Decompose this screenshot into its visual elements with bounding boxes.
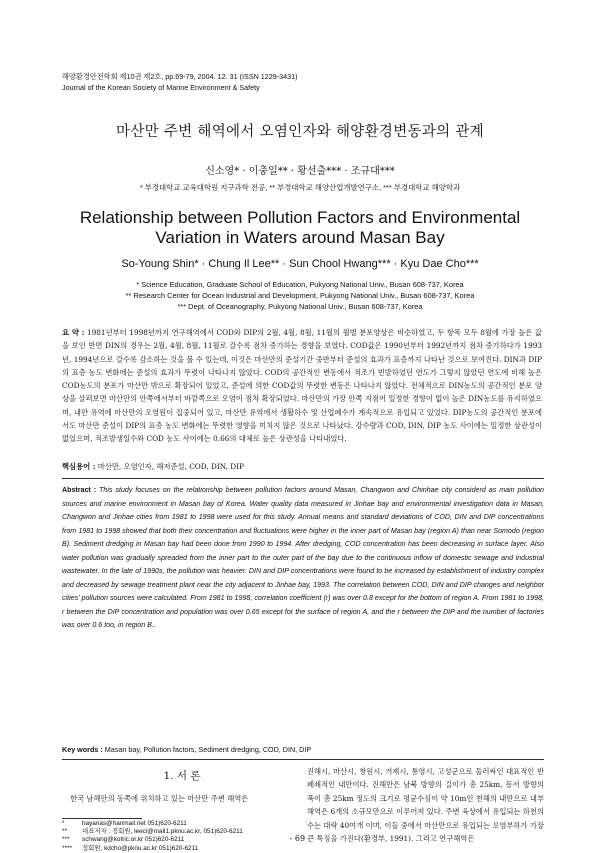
footnote-text: 대표저자 : 정회원, leeci@mail1.pknu.ac.kr, 051)620-6211 [82, 828, 243, 836]
korean-title: 마산만 주변 해역에서 오염인자와 해양환경변동과의 관계 [116, 124, 484, 140]
footnote-mark: ** [62, 828, 67, 836]
english-title-line-2: Variation in Waters around Masan Bay [155, 228, 445, 247]
korean-abstract-label: 요 약 : [62, 328, 85, 337]
korean-keywords [62, 462, 542, 472]
footnote [62, 845, 302, 853]
english-abstract-label: Abstract : [62, 486, 97, 494]
divider [62, 478, 544, 479]
korean-keywords-text: 마산만, 오염인자, 해저준설, COD, DIN, DIP [97, 462, 244, 471]
section-heading: 1. 서 론 [163, 770, 201, 782]
footnote-mark: * [62, 820, 65, 827]
footnote [62, 820, 302, 828]
intro-left-column: 한국 남해안의 동쪽에 위치하고 있는 마산만 주변 해역은 [70, 794, 249, 803]
english-title-line-1: Relationship between Pollution Factors and Environmental [79, 208, 521, 227]
english-affiliations [0, 279, 600, 313]
affiliation-line: ** Research Center for Ocean Industrial and Development, Pukyong National Univ., Busan 608-737, Korea [125, 291, 475, 301]
journal-header [62, 71, 298, 93]
footnote-mark: *** [62, 836, 70, 844]
divider [62, 759, 544, 760]
korean-abstract-text: 1981년부터 1998년까지 연구해역에서 COD와 DIP의 2월, 4월, 8월, 11월의 월별 분포양상은 비슷하였고, 두 항목 모두 8월에 가장 높은 값을 보인 반면 DIN의 경우는 2월, 4월, 8월, 11월로 갈수록 점차 증가하는 경향을 보였다. COD값은 1990년부터 1992년까지 점차 증가하다가 1993년, 1994년으로 갈수록 감소하는 것을 볼 수 있는데, 이것은 마산만의 준설기간 중반부터 준설의 효과가 표층까지 나타난 것으로 보여진다. DIN과 DIP의 표층 농도 변화에는 준설의 효과가 뚜렷이 나타나지 않았다. COD의 공간적인 변동에서 적조가 빈발하였던 연도가 그렇지 않았던 연도에 비해 높은 COD농도의 분포가 마산만 밖으로 확장되어 있었고, 준설에 의한 COD값의 뚜렷한 변동은 나타나지 않았다. 전체적으로 DIN농도의 공간적인 분포 양상을 살펴보면 마산만의 안쪽에서부터 바깥쪽으로 오염이 점차 확장되었다. 마산만의 가장 안쪽 지점이 일정한 경향이 없이 높은 DIN농도를 유지하였으며, 내만 유역에 마산만의 오염원이 집중되어 있고, 마산만 유역에서 생활하수 및 산업폐수가 계속적으로 유입되고 있었다. DIP농도의 공간적인 분포에서도 마산만 준설이 DIP의 표층 농도 변화에는 뚜렷한 영향을 미치지 않은 것으로 나타났다. 강수량과 COD, DIN, DIP 농도 사이에는 일정한 상관성이 없었으며, 적조발생일수와 COD 농도 사이에는 0.66의 대체로 높은 상관성을 나타내었다. [62, 328, 542, 444]
page-number: - 69 - [289, 834, 311, 843]
intro-right-column: 진해시, 마산시, 창원시, 거제시, 통영시, 고성군으로 둘러싸인 대표적인 반폐쇄적인 내만이다. 진해만은 남북 방향의 길이가 총 25km, 동서 방향의 폭이 총 25km 정도의 크기로 평균수심이 약 10m인 천해의 내만으로 내부해역은 6개의 소규모만으로 이루어져 있다. 주변 육상에서 유입되는 하천의 수는 대략 40여개 이며, 이들 중에서 마산만으로 유입되는 오염부하가 가장 큰 특징을 가진다(환경부, 1991). 그리고 연구해역은 [307, 767, 544, 844]
footnote-text: hayanas@hanmail.net 051)620-6211 [82, 820, 187, 827]
footnote-mark: **** [62, 844, 72, 852]
english-title [0, 208, 600, 248]
journal-name: Journal of the Korean Society of Marine Environment & Safety [62, 83, 260, 92]
korean-authors: 신소영* · 이충일** · 황선출*** · 조규대*** [205, 166, 395, 177]
korean-abstract [62, 326, 542, 446]
footnote-text: 정회원, kdcho@pknu.ac.kr 051)620-6211 [82, 844, 199, 852]
english-abstract-text: This study focuses on the relationship between pollution factors around Masan, Changwon and Chinhae city considerd as main pollution sources and marine environment in Masan bay of Korea. Water quality data measured in Jinhae bay and environmental investigation data in Masan, Changwon and Jinhae cities from 1981 to 1998 were used for this study. Annual means and standard deviations of COD, DIN and DIP concentrations from 1981 to 1998 showed that both their concentration and fluctuations were higher in the inner part of Masan bay (region A) than near Somodo (region B). Sediment dredging in Masan bay had been done from 1990 to 1994. After dredging, COD concentration has been decreasing in surface layer. Also water pollution was gradually spreaded from the inner part to the outer part of the bay due to the continuous inflow of domestic sewage and industrial wastewater. In the late of 1990s, the pollution was heavier. DIN and DIP concentrations were found to be increased by establishment of industry complex and decreased by sewage treatment plant near the city adjacent to Jinhae bay, 1993. The correlation between COD, DIN and DIP changes and neighbor cities' pollution sources were calculated. From 1981 to 1998, correlation coefficient (r) was over 0.8 except for the bottom of region A. From 1981 to 1998, r between the DIP concentration and population was over 0.65 except for the surface of region A, and the r between the DIP and the number of factories was over 0.6 too, in region B.. [62, 486, 544, 629]
affiliation-line: *** Dept. of Oceanography, Pukyong National Univ., Busan 608-737, Korea [177, 302, 423, 312]
english-keywords-label: Key words : [62, 745, 103, 754]
english-keywords [62, 745, 544, 754]
journal-citation: 해양환경안전학회 제10권 제2호, pp.69-79, 2004. 12. 31 (ISSN 1229-3431) [62, 72, 298, 81]
english-abstract [62, 484, 544, 633]
affiliation-line: * Science Education, Graduate School of Education, Pukyong National Univ., Busan 608-737, Korea [136, 280, 464, 289]
footnote-text: schwang@kotric.or.kr 051)620-6211 [82, 836, 185, 844]
english-keywords-text: Masan bay, Pollution factors, Sediment dredging, COD, DIN, DIP [104, 745, 312, 754]
korean-affiliations: * 부경대학교 교육대학원 지구과학 전공, ** 부경대학교 해양산업개발연구소, *** 부경대학교 해양학과 [139, 183, 461, 192]
footnote-rule [62, 818, 142, 819]
korean-keywords-label: 핵심용어 : [62, 462, 96, 471]
english-authors: So-Young Shin* · Chung Il Lee** · Sun Chool Hwang*** · Kyu Dae Cho*** [121, 258, 479, 270]
